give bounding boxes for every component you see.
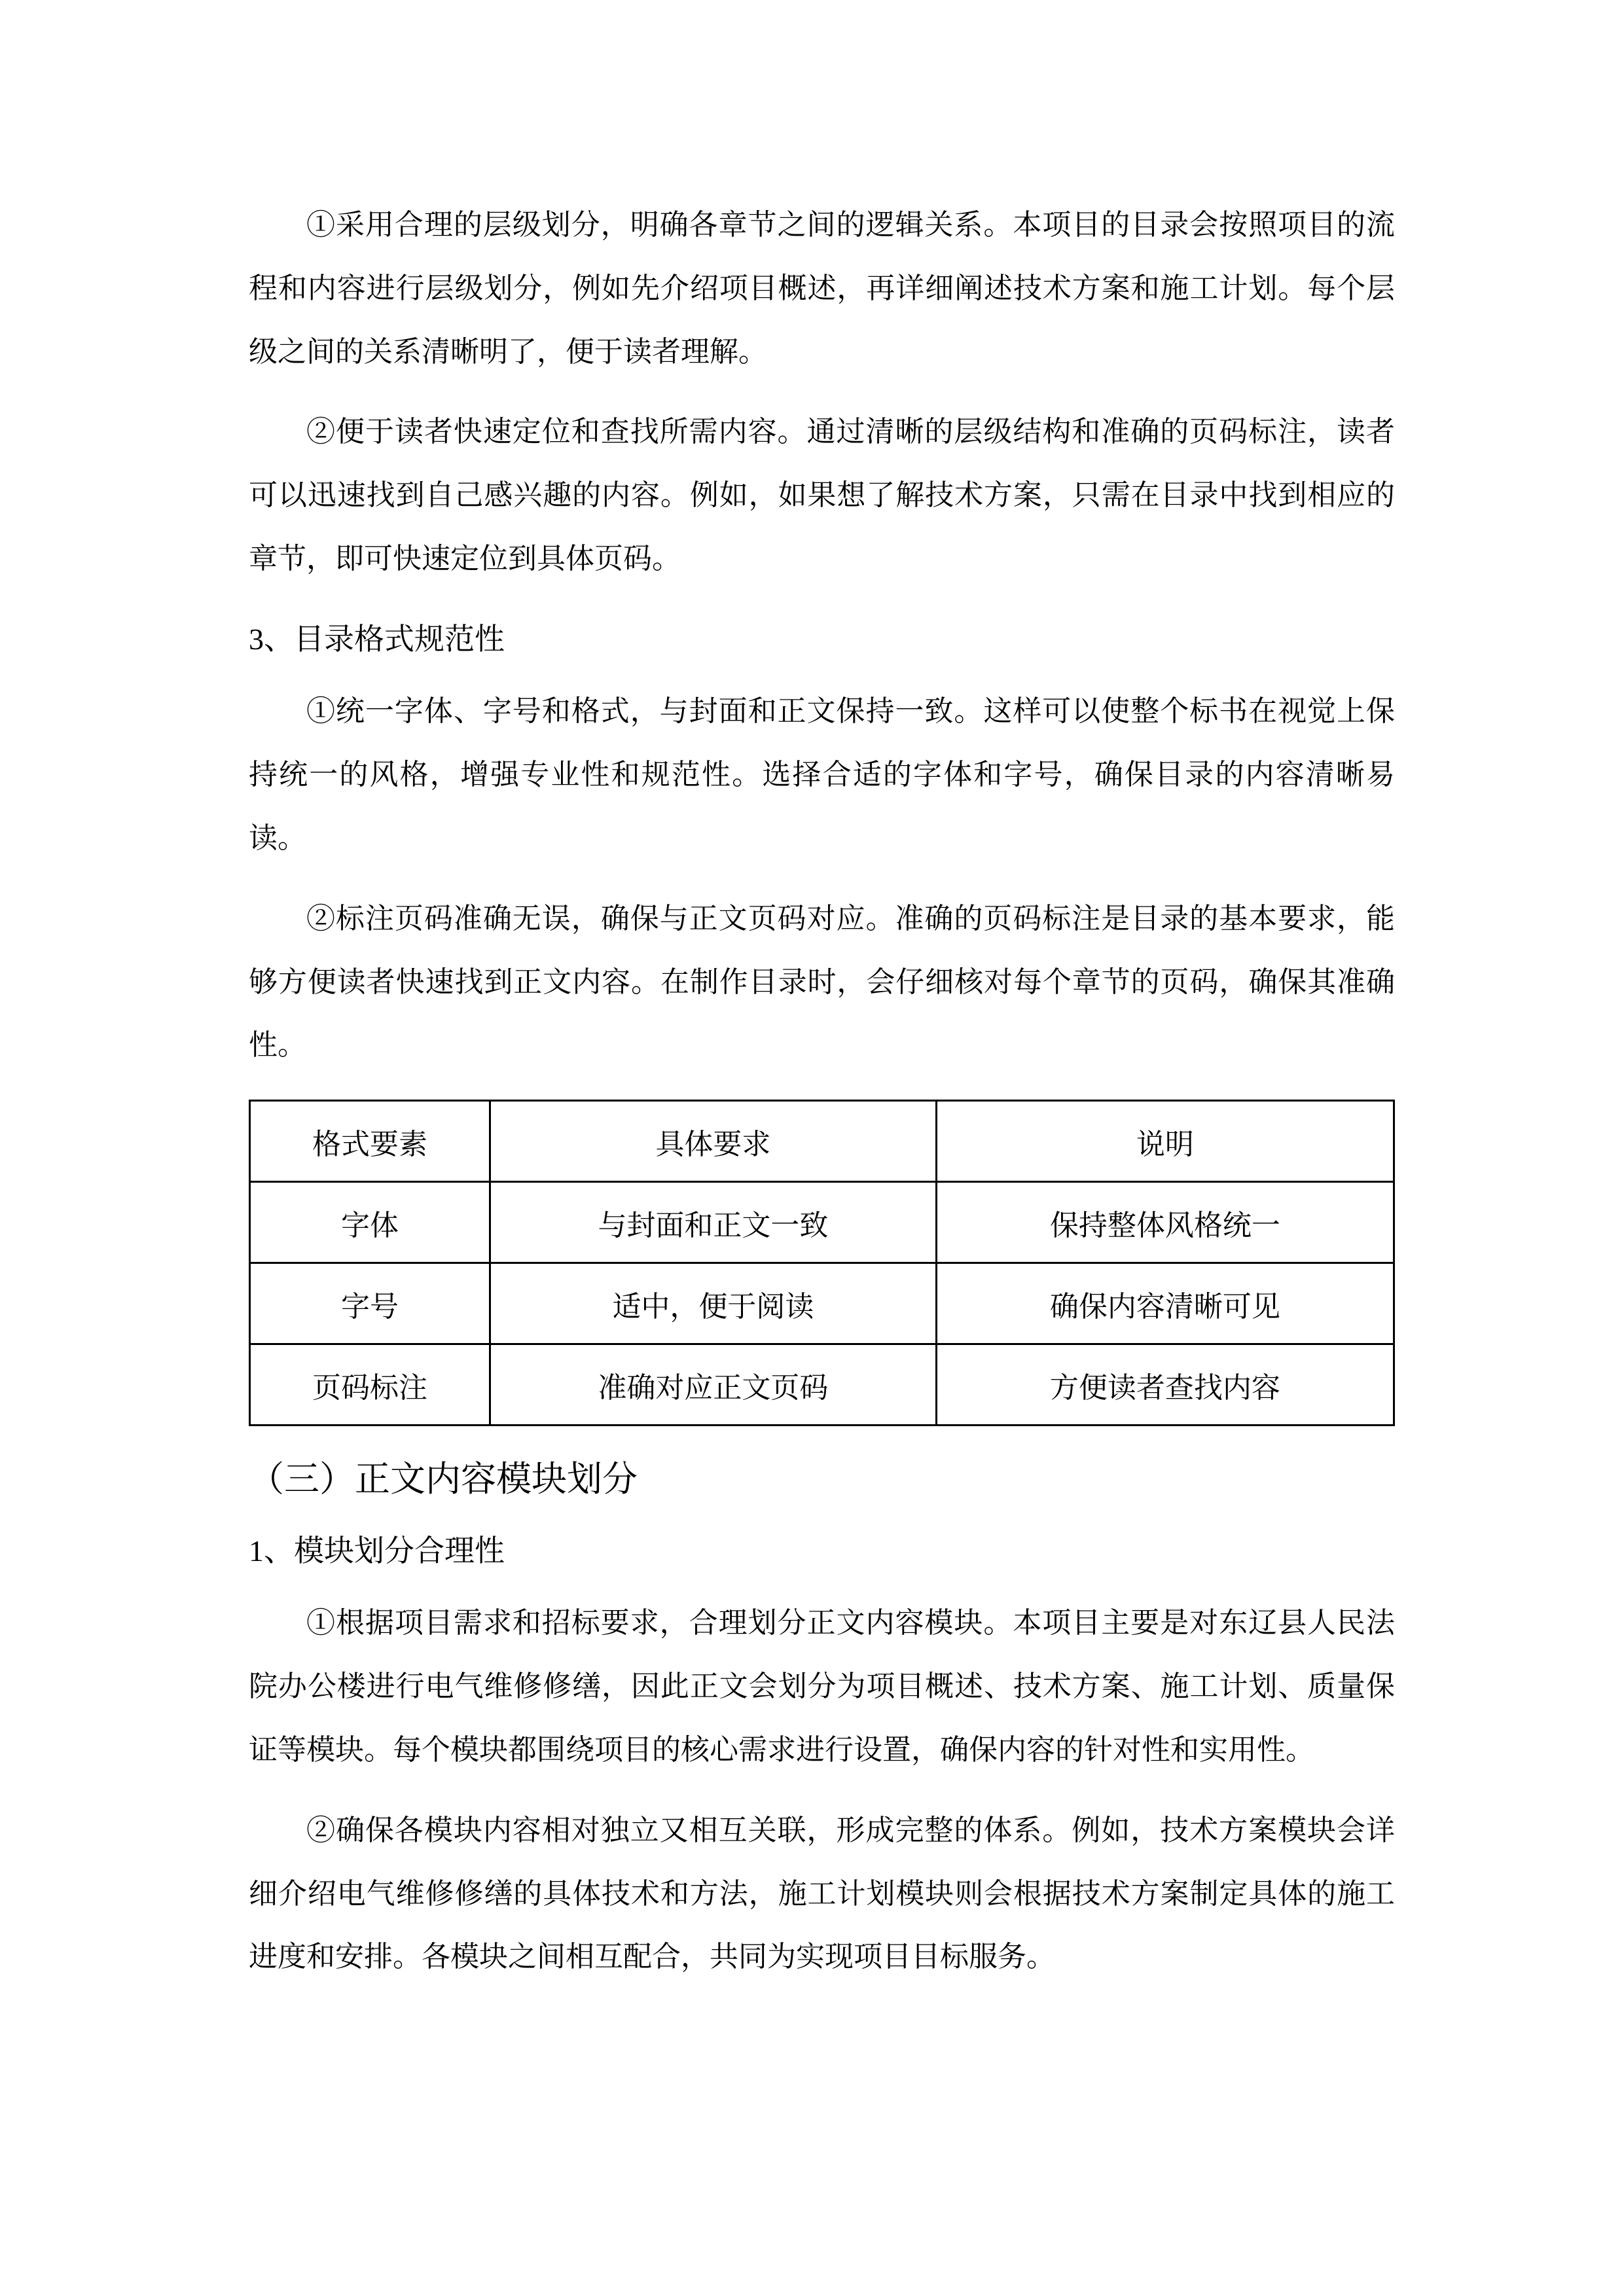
paragraph-module-1: ①根据项目需求和招标要求，合理划分正文内容模块。本项目主要是对东辽县人民法院办公楼进行电气维修修缮，因此正文会划分为项目概述、技术方案、施工计划、质量保证等模块。每个模块都围绕项目的核心需求进行设置，确保内容的针对性和实用性。 (249, 1607, 1395, 1766)
table-header-cell: 说明 (936, 1101, 1394, 1182)
table-row (250, 1263, 1394, 1344)
table-row (250, 1344, 1394, 1426)
paragraph-hierarchy-1: ①采用合理的层级划分，明确各章节之间的逻辑关系。本项目的目录会按照项目的流程和内容进行层级划分，例如先介绍项目概述，再详细阐述技术方案和施工计划。每个层级之间的关系清晰明了，便于读者理解。 (249, 209, 1395, 368)
heading-section-three: （三）正文内容模块划分 (249, 1460, 638, 1499)
paragraph-format-1: ①统一字体、字号和格式，与封面和正文保持一致。这样可以使整个标书在视觉上保持统一的风格，增强专业性和规范性。选择合适的字体和字号，确保目录的内容清晰易读。 (249, 695, 1395, 854)
table-cell: 准确对应正文页码 (490, 1344, 937, 1426)
table-cell: 字体 (250, 1182, 490, 1263)
table-cell: 保持整体风格统一 (936, 1182, 1394, 1263)
heading-module-division: 1、模块划分合理性 (249, 1534, 505, 1568)
table-cell: 页码标注 (250, 1344, 490, 1426)
table-row (250, 1182, 1394, 1263)
heading-toc-format: 3、目录格式规范性 (249, 622, 505, 656)
table-header-row (250, 1101, 1394, 1182)
paragraph-format-2: ②标注页码准确无误，确保与正文页码对应。准确的页码标注是目录的基本要求，能够方便读者快速找到正文内容。在制作目录时，会仔细核对每个章节的页码，确保其准确性。 (249, 902, 1395, 1062)
paragraph-hierarchy-2: ②便于读者快速定位和查找所需内容。通过清晰的层级结构和准确的页码标注，读者可以迅速找到自己感兴趣的内容。例如，如果想了解技术方案，只需在目录中找到相应的章节，即可快速定位到具体页码。 (249, 416, 1395, 575)
table-cell: 字号 (250, 1263, 490, 1344)
table-header-cell: 具体要求 (490, 1101, 937, 1182)
table-cell: 与封面和正文一致 (490, 1182, 937, 1263)
paragraph-module-2: ②确保各模块内容相对独立又相互关联，形成完整的体系。例如，技术方案模块会详细介绍电气维修修缮的具体技术和方法，施工计划模块则会根据技术方案制定具体的施工进度和安排。各模块之间相互配合，共同为实现项目目标服务。 (249, 1814, 1395, 1973)
table-cell: 适中，便于阅读 (490, 1263, 937, 1344)
format-requirements-table (249, 1100, 1395, 1426)
table-cell: 确保内容清晰可见 (936, 1263, 1394, 1344)
table-cell: 方便读者查找内容 (936, 1344, 1394, 1426)
table-header-cell: 格式要素 (250, 1101, 490, 1182)
